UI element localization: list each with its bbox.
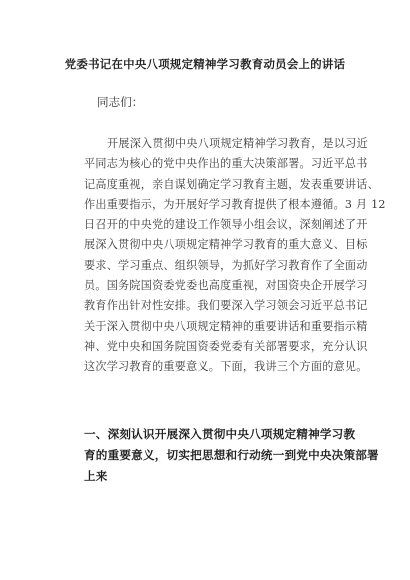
paragraph-line: 作出重要指示，为开展好学习教育提供了根本遵循。3 月 12 (84, 197, 386, 211)
section-heading-line: 育的重要意义，切实把思想和行动统一到党中央决策部署 (84, 448, 379, 462)
paragraph-line: 关于深入贯彻中央八项规定精神的重要讲话和重要指示精 (84, 319, 368, 333)
body-paragraph (84, 134, 386, 378)
paragraph-line: 神、党中央和国务院国资委党委有关部署要求，充分认识 (84, 339, 368, 353)
paragraph-line: 开展深入贯彻中央八项规定精神学习教育，是以习近 (107, 137, 368, 150)
paragraph-line: 日召开的中央党的建设工作领导小组会议，深刻阐述了开 (84, 218, 368, 232)
section-heading-line: 一、深刻认识开展深入贯彻中央八项规定精神学习教 (84, 427, 356, 441)
section-heading (84, 424, 379, 487)
salutation: 同志们： (97, 95, 144, 109)
paragraph-line: 要求、学习重点、组织领导，为抓好学习教育作了全面动 (84, 258, 368, 272)
paragraph-line: 这次学习教育的重要意义。下面，我讲三个方面的意见。 (84, 360, 368, 374)
paragraph-line: 教育作出针对性安排。我们要深入学习领会习近平总书记 (84, 299, 368, 313)
paragraph-line: 展深入贯彻中央八项规定精神学习教育的重大意义、目标 (84, 238, 368, 252)
paragraph-line: 员。国务院国资委党委也高度重视，对国资央企开展学习 (84, 279, 368, 293)
section-heading-line: 上来 (84, 469, 108, 483)
document-title: 党委书记在中央八项规定精神学习教育动员会上的讲话 (64, 57, 346, 71)
paragraph-line: 平同志为核心的党中央作出的重大决策部署。习近平总书 (84, 157, 368, 171)
paragraph-line: 记高度重视，亲自谋划确定学习教育主题，发表重要讲话、 (84, 177, 379, 191)
